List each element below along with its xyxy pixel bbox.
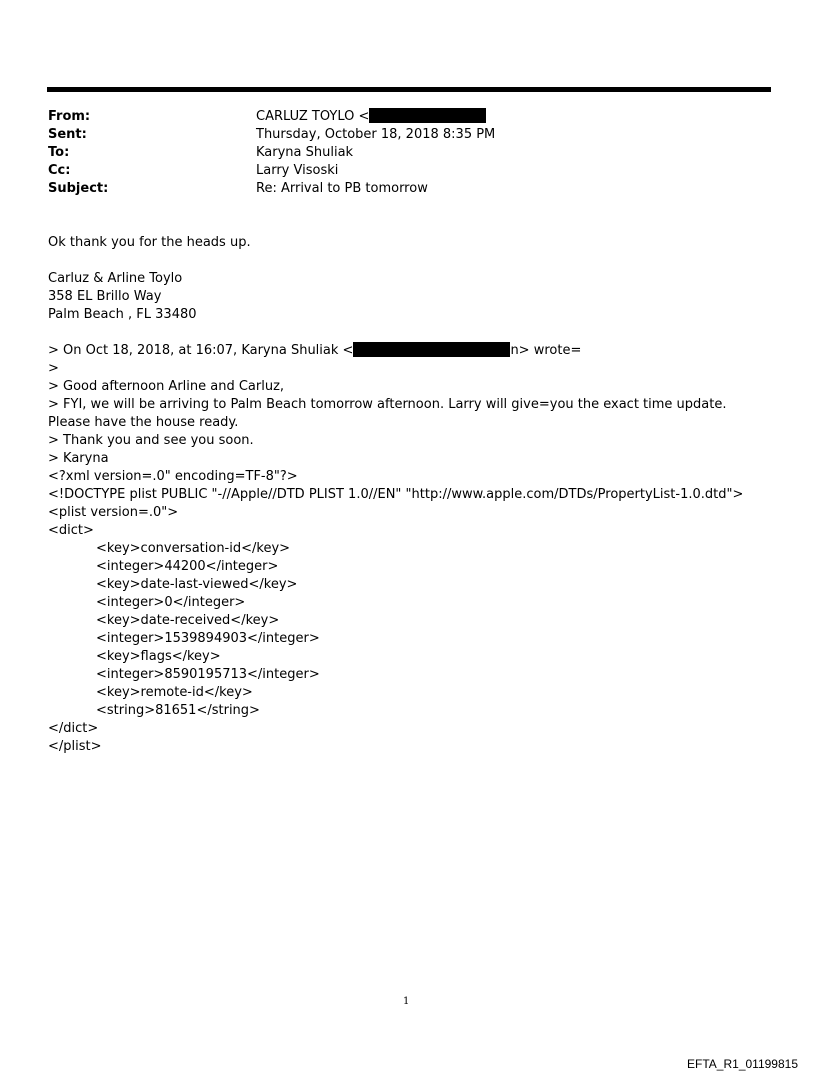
header-rule [47,87,771,92]
xml-line: </dict> [48,721,99,736]
quote-line: > Thank you and see you soon. [48,433,254,448]
signature-line: Palm Beach , FL 33480 [48,307,197,322]
quote-intro [48,342,581,360]
dict-line: <key>date-received</key> [96,613,280,628]
from-value [256,108,486,126]
signature-line: 358 EL Brillo Way [48,289,162,304]
quote-line: > Karyna [48,451,109,466]
to-value: Karyna Shuliak [256,145,354,160]
redaction-box [353,342,510,357]
dict-line: <string>81651</string> [96,703,260,718]
dict-line: <key>date-last-viewed</key> [96,577,298,592]
subject-label: Subject: [48,181,109,196]
quote-intro-suffix: n> wrote= [510,343,582,358]
quote-paragraph: > FYI, we will be arriving to Palm Beach tomorrow afternoon. Larry will give=you the exact time update. Please have the house ready. [48,397,727,430]
dict-line: <key>conversation-id</key> [96,541,291,556]
xml-line: <dict> [48,523,94,538]
dict-line: <integer>8590195713</integer> [96,667,320,682]
dict-line: <integer>0</integer> [96,595,246,610]
xml-line: <plist version=.0"> [48,505,179,520]
xml-line: <?xml version=.0" encoding=TF-8"?> [48,469,298,484]
page-number: 1 [403,996,410,1007]
from-label: From: [48,109,91,124]
quote-intro-text: > On Oct 18, 2018, at 16:07, Karyna Shuliak < [48,343,354,358]
greeting-line: Ok thank you for the heads up. [48,235,251,250]
dict-line: <integer>44200</integer> [96,559,279,574]
sent-value: Thursday, October 18, 2018 8:35 PM [256,127,496,142]
quote-line: > [48,361,59,376]
cc-label: Cc: [48,163,71,178]
from-text: CARLUZ TOYLO < [256,109,370,124]
xml-line: <!DOCTYPE plist PUBLIC "-//Apple//DTD PLIST 1.0//EN" "http://www.apple.com/DTDs/PropertyList-1.0.dtd"> [48,487,744,502]
sent-label: Sent: [48,127,87,142]
quote-line: > Good afternoon Arline and Carluz, [48,379,285,394]
dict-line: <key>flags</key> [96,649,221,664]
xml-line: </plist> [48,739,102,754]
redaction-box [369,108,486,123]
dict-line: <key>remote-id</key> [96,685,253,700]
signature-line: Carluz & Arline Toylo [48,271,183,286]
bates-number: EFTA_R1_01199815 [687,1057,798,1071]
to-label: To: [48,145,70,160]
cc-value: Larry Visoski [256,163,339,178]
subject-value: Re: Arrival to PB tomorrow [256,181,428,196]
dict-line: <integer>1539894903</integer> [96,631,320,646]
